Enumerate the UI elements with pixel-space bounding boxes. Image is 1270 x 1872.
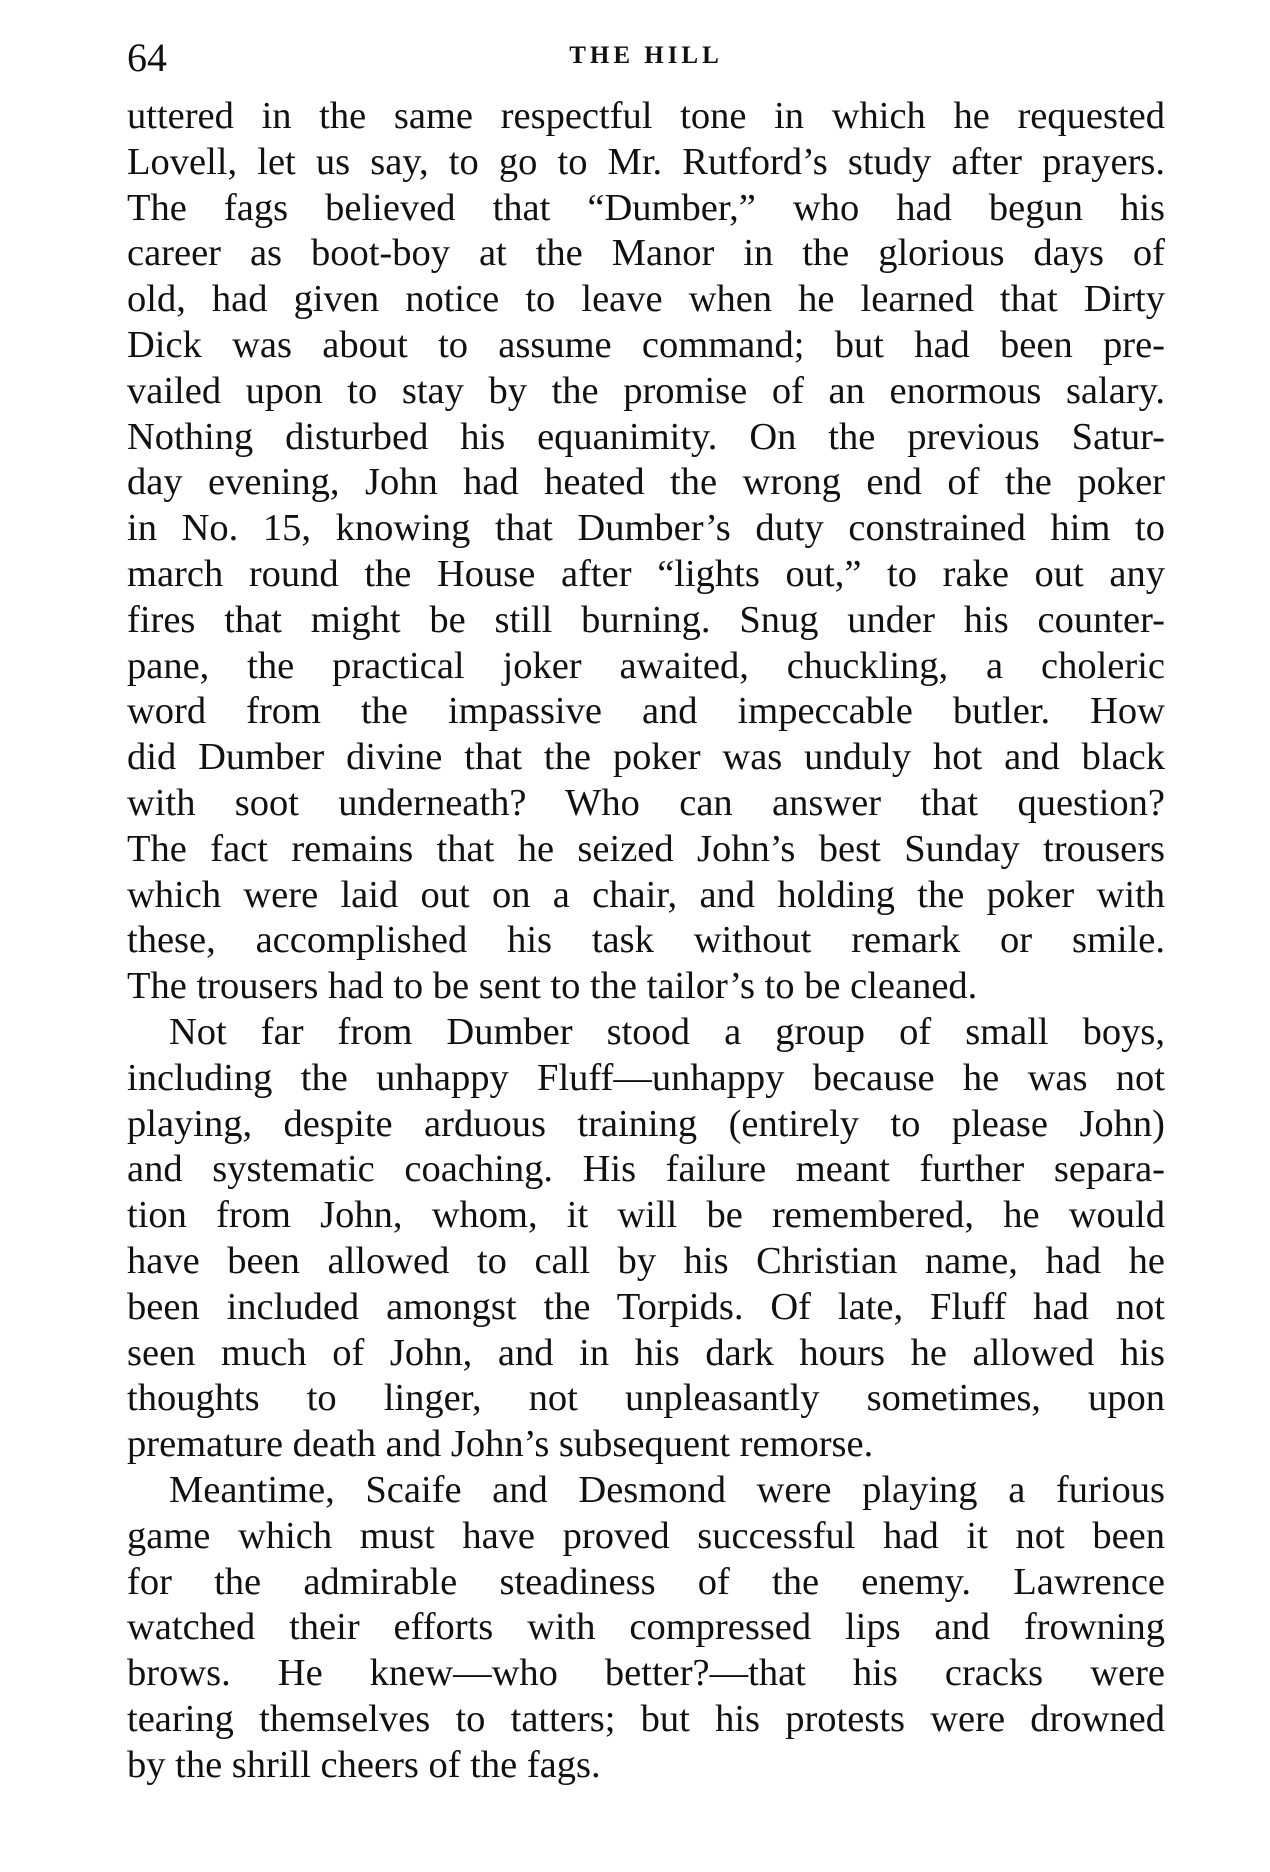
text-line: The fact remains that he seized John’s best Sunday trousers [127, 827, 1165, 870]
text-line: seen much of John, and in his dark hours he allowed his [127, 1331, 1165, 1374]
text-line: march round the House after “lights out,” to rake out any [127, 552, 1165, 595]
text-line: been included amongst the Torpids. Of late, Fluff had not [127, 1285, 1165, 1328]
text-line: old, had given notice to leave when he learned that Dirty [127, 278, 1165, 321]
text-line: word from the impassive and impeccable butler. How [127, 690, 1165, 733]
text-line: did Dumber divine that the poker was unduly hot and black [127, 736, 1165, 779]
text-line: with soot underneath? Who can answer that question? [127, 781, 1165, 824]
text-line: including the unhappy Fluff—unhappy because he was not [127, 1056, 1165, 1099]
text-line: day evening, John had heated the wrong end of the poker [127, 461, 1165, 504]
text-line: brows. He knew—who better?—that his cracks were [127, 1652, 1165, 1695]
text-line: have been allowed to call by his Christian name, had he [127, 1239, 1165, 1282]
text-line: Not far from Dumber stood a group of small boys, [169, 1010, 1165, 1053]
text-line: watched their efforts with compressed lips and frowning [127, 1606, 1165, 1649]
text-line: Meantime, Scaife and Desmond were playing a furious [169, 1468, 1165, 1511]
page-number: 64 [127, 35, 167, 80]
text-line: Dick was about to assume command; but had been pre- [127, 323, 1165, 366]
text-line: playing, despite arduous training (entirely to please John) [127, 1102, 1165, 1145]
text-line: for the admirable steadiness of the enemy. Lawrence [127, 1560, 1165, 1603]
text-line: which were laid out on a chair, and holding the poker with [127, 873, 1165, 916]
text-line: these, accomplished his task without remark or smile. [127, 919, 1165, 962]
page-header [127, 34, 1165, 78]
text-line: pane, the practical joker awaited, chuckling, a choleric [127, 644, 1165, 687]
text-line: The trousers had to be sent to the tailor’s to be cleaned. [127, 965, 978, 1008]
page-body [127, 94, 1165, 1788]
text-line: career as boot-boy at the Manor in the glorious days of [127, 232, 1165, 275]
running-head: THE HILL [569, 42, 723, 69]
text-line: Nothing disturbed his equanimity. On the previous Satur- [127, 415, 1165, 458]
text-line: premature death and John’s subsequent remorse. [127, 1423, 874, 1466]
text-line: game which must have proved successful had it not been [127, 1514, 1165, 1557]
text-line: fires that might be still burning. Snug under his counter- [127, 598, 1165, 641]
text-line: in No. 15, knowing that Dumber’s duty constrained him to [127, 507, 1165, 550]
text-line: tearing themselves to tatters; but his protests were drowned [127, 1697, 1165, 1740]
text-line: vailed upon to stay by the promise of an enormous salary. [127, 369, 1165, 412]
text-line: thoughts to linger, not unpleasantly sometimes, upon [127, 1377, 1165, 1420]
text-line: tion from John, whom, it will be remembered, he would [127, 1194, 1165, 1237]
text-line: and systematic coaching. His failure meant further separa- [127, 1148, 1165, 1191]
text-line: by the shrill cheers of the fags. [127, 1743, 601, 1786]
text-line: The fags believed that “Dumber,” who had begun his [127, 186, 1165, 229]
text-line: uttered in the same respectful tone in which he requested [127, 95, 1165, 137]
text-line: Lovell, let us say, to go to Mr. Rutford’s study after prayers. [127, 140, 1165, 183]
